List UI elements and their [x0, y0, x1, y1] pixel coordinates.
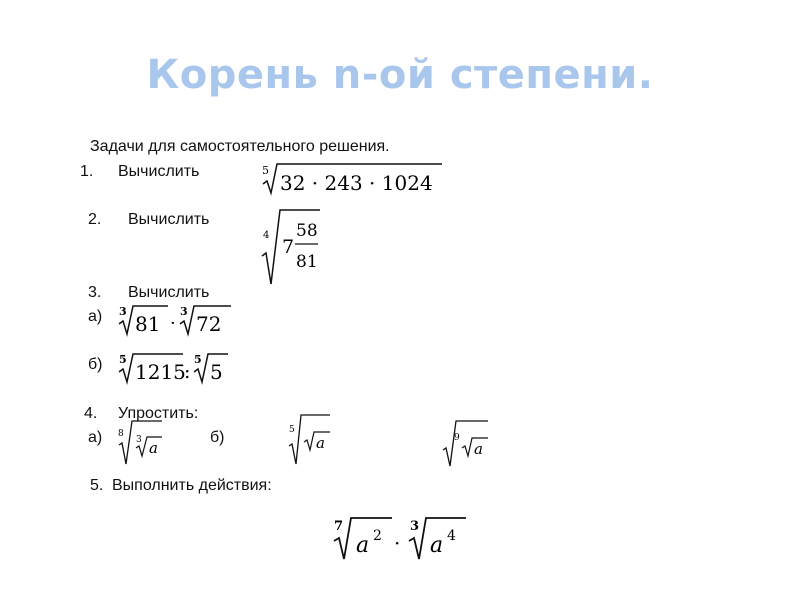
task-5-number: 5.	[90, 477, 104, 494]
task-5-expression	[330, 514, 470, 564]
variable: a	[474, 440, 483, 458]
subtitle: Задачи для самостоятельного решения.	[90, 138, 390, 155]
radical-index: 7	[334, 519, 344, 534]
radicand: 1215	[135, 360, 186, 384]
label-a: а)	[88, 429, 103, 446]
radical-index: 3	[180, 305, 188, 318]
task-4a-expression	[116, 418, 166, 468]
radical-index: 5	[119, 353, 127, 366]
radical-index: 3	[410, 519, 420, 534]
task-4c-expression	[440, 418, 490, 468]
numerator: 58	[296, 221, 318, 241]
task-3-number: 3.	[88, 284, 102, 301]
radical-index: 4	[263, 230, 270, 241]
task-2-text: Вычислить	[128, 211, 210, 228]
variable: a	[316, 434, 325, 452]
radical-index: 9	[454, 433, 460, 443]
page-title: Корень n-ой степени.	[146, 52, 654, 98]
radical-index: 5	[289, 425, 295, 435]
radicand: 32 · 243 · 1024	[280, 171, 433, 195]
whole-part: 7	[282, 236, 295, 258]
label-b: б)	[210, 429, 225, 446]
radical-index: 3	[119, 305, 127, 318]
exponent: 4	[447, 528, 456, 544]
radical-index: 8	[118, 429, 124, 439]
radicand: 72	[196, 312, 222, 336]
task-4-number: 4.	[84, 405, 98, 422]
task-2-expression	[258, 206, 330, 288]
task-1-text: Вычислить	[118, 163, 200, 180]
label-a: а)	[88, 308, 103, 325]
task-2-number: 2.	[88, 211, 102, 228]
exponent: 2	[373, 528, 382, 544]
radical-index: 5	[194, 353, 202, 366]
task-4-text: Упростить:	[118, 405, 199, 422]
radicand: 81	[135, 312, 161, 336]
radicand: 5	[210, 360, 223, 384]
task-3-text: Вычислить	[128, 284, 210, 301]
divide-colon: :	[184, 361, 191, 383]
denominator: 81	[296, 252, 318, 272]
task-3b-expression	[116, 350, 238, 388]
multiply-dot: ·	[394, 531, 401, 555]
task-5-text: Выполнить действия:	[112, 477, 272, 494]
radical-index: 5	[262, 164, 269, 177]
variable: a	[149, 439, 158, 457]
task-4b-expression	[286, 412, 334, 466]
multiply-dot: ·	[170, 313, 176, 334]
task-1-expression	[260, 160, 445, 198]
task-3a-expression	[116, 302, 234, 340]
task-1-number: 1.	[80, 163, 94, 180]
label-b: б)	[88, 356, 103, 373]
radical-index: 3	[136, 435, 142, 445]
variable: a	[356, 533, 370, 558]
variable: a	[430, 533, 444, 558]
